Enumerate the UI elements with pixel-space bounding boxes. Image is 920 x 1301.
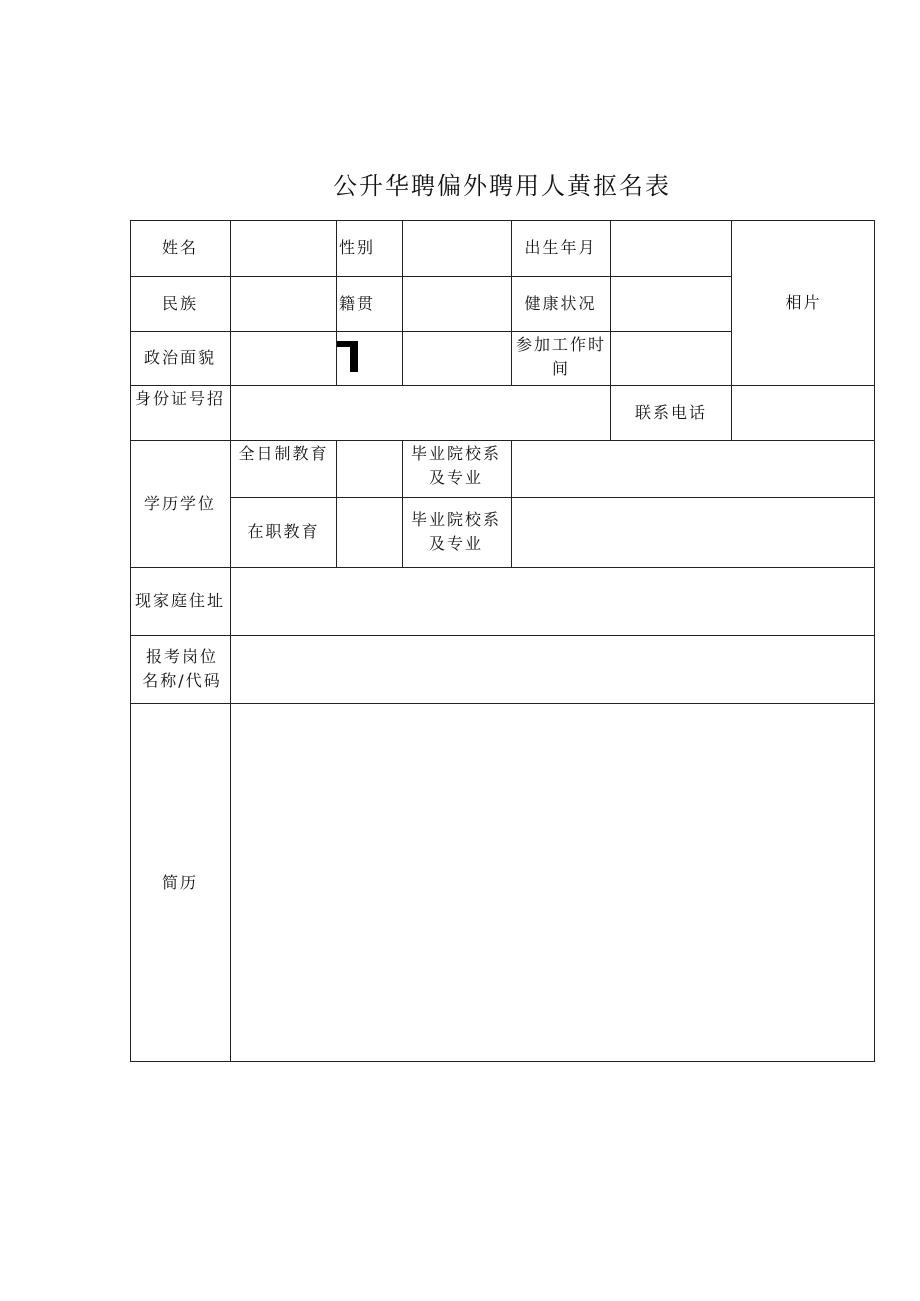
page-title: 公升华聘偏外聘用人黄抠名表 (333, 172, 671, 200)
gender-field[interactable] (403, 221, 511, 276)
phone-label: 联系电话 (634, 402, 707, 422)
political-field[interactable] (231, 332, 336, 385)
name-label: 姓名 (161, 238, 198, 257)
school-major-field-2[interactable] (512, 498, 875, 567)
school-major-label-1: 毕业院校系及专业 (410, 444, 501, 487)
health-field[interactable] (611, 277, 731, 331)
address-field[interactable] (231, 568, 875, 635)
inservice-field[interactable] (337, 498, 402, 567)
position-label: 报考岗位名称/代码 (142, 647, 222, 690)
fulltime-label: 全日制教育 (238, 444, 329, 463)
corner-mark-icon (337, 341, 358, 372)
fulltime-field[interactable] (337, 441, 402, 497)
health-label: 健康状况 (524, 293, 597, 313)
column-divider (402, 440, 403, 567)
school-major-label-2: 毕业院校系及专业 (410, 510, 501, 553)
education-label: 学历学位 (143, 493, 216, 513)
native-place-field[interactable] (403, 277, 511, 331)
native-place-label: 籍贯 (339, 293, 376, 313)
id-field[interactable] (231, 386, 610, 440)
id-label: 身份证号招 (134, 389, 225, 408)
inservice-label: 在职教育 (247, 522, 320, 541)
work-start-field[interactable] (611, 332, 731, 385)
position-field[interactable] (231, 636, 875, 703)
resume-label: 简历 (161, 872, 198, 892)
ethnicity-label: 民族 (161, 293, 198, 313)
phone-field[interactable] (732, 386, 875, 440)
gender-label: 性别 (339, 238, 376, 257)
work-start-label: 参加工作时间 (515, 335, 606, 378)
political-label: 政治面貌 (143, 348, 216, 367)
photo-box[interactable]: 相片 (785, 292, 822, 312)
birth-field[interactable] (611, 221, 731, 276)
address-label: 现家庭住址 (134, 591, 225, 610)
name-field[interactable] (231, 221, 336, 276)
blank-field[interactable] (403, 332, 511, 385)
school-major-field-1[interactable] (512, 441, 875, 497)
birth-label: 出生年月 (524, 238, 597, 257)
ethnicity-field[interactable] (231, 277, 336, 331)
resume-field[interactable] (231, 704, 875, 1062)
